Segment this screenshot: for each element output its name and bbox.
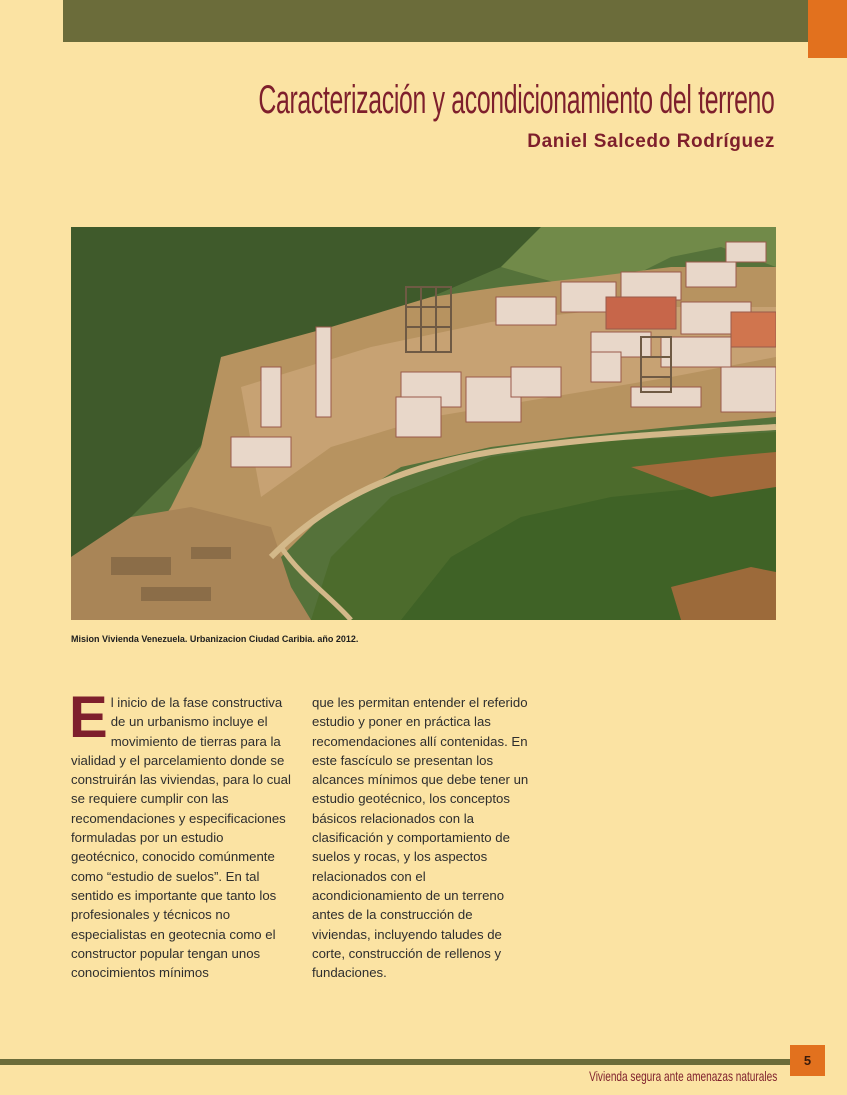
header-accent-tab bbox=[808, 0, 847, 58]
body-text-column-2: que les permitan entender el referido estudio y poner en práctica las recomendaciones allí contenidas. En este fascículo se presentan los alcances mínimos que debe tener un estudio geotécnico, los conceptos básicos relacionados con la clasificación y comportamiento de suelos y rocas, y los aspectos relacionados con el acondicionamiento de un terreno antes de la construcción de viviendas, incluyendo taludes de corte, construcción de rellenos y fundaciones. bbox=[312, 695, 529, 981]
author-name: Daniel Salcedo Rodríguez bbox=[527, 131, 775, 152]
aerial-photo-illustration bbox=[71, 227, 776, 620]
aerial-photo bbox=[71, 227, 776, 620]
page-title: Caracterización y acondicionamiento del terreno bbox=[258, 78, 775, 122]
footer-rule bbox=[0, 1059, 790, 1065]
body-column-2 bbox=[312, 693, 534, 982]
page-number: 5 bbox=[790, 1045, 825, 1076]
photo-caption: Mision Vivienda Venezuela. Urbanizacion Ciudad Caribia. año 2012. bbox=[71, 634, 359, 644]
drop-cap: E bbox=[69, 685, 108, 750]
body-column-1 bbox=[69, 685, 293, 982]
body-text-column-1: l inicio de la fase constructiva de un urbanismo incluye el movimiento de tierras para la vialidad y el parcelamiento donde se construirán las viviendas, para lo cual se requiere cumplir con las recomendaciones y especificaciones formuladas por un estudio geotécnico, conocido comúnmente como “estudio de suelos”. En tal sentido es importante que tanto los profesionales y técnicos no especialistas en geotecnia como el constructor popular tengan unos conocimientos mínimos bbox=[71, 695, 291, 981]
footer-series-title: Vivienda segura ante amenazas naturales bbox=[588, 1068, 777, 1084]
header-bar bbox=[63, 0, 830, 42]
